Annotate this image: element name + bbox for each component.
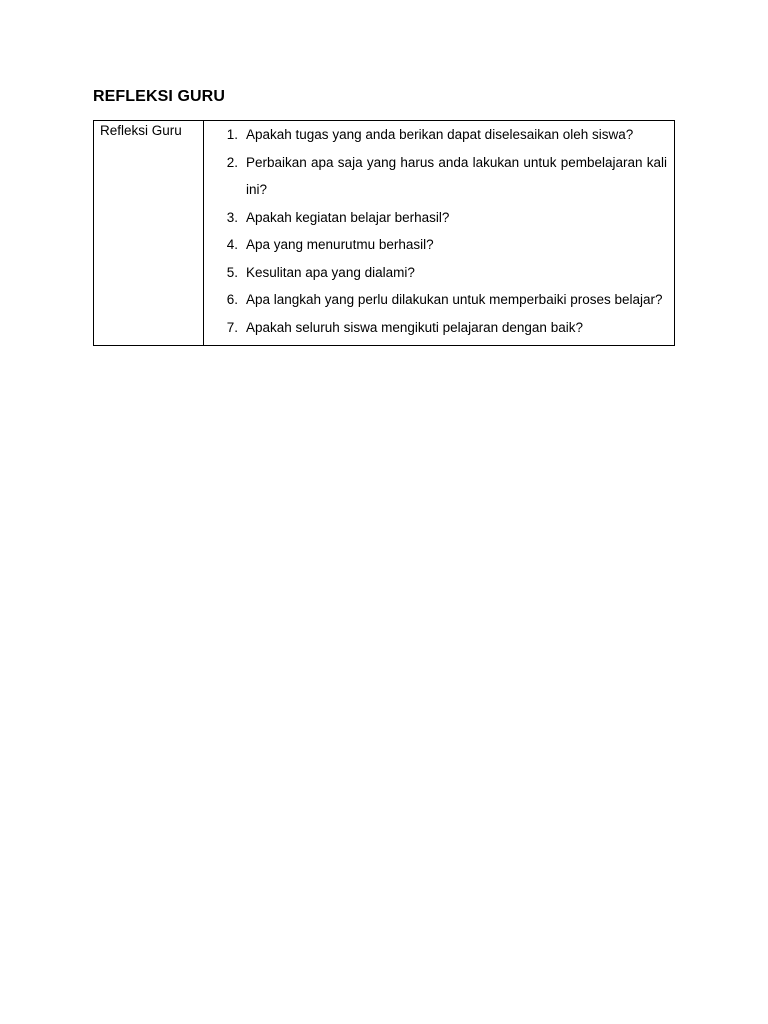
question-number: 5. [226, 264, 238, 280]
question-text: Apakah kegiatan belajar berhasil? [246, 209, 450, 225]
reflection-table [93, 120, 675, 346]
question-text: Apa yang menurutmu berhasil? [246, 237, 434, 252]
list-item [204, 204, 667, 232]
list-item [204, 231, 667, 259]
question-text: Perbaikan apa saja yang harus anda lakukan untuk pembelajaran kali ini? [246, 154, 667, 197]
list-item [204, 286, 667, 314]
question-text: Apakah seluruh siswa mengikuti pelajaran dengan baik? [246, 319, 583, 335]
question-list [204, 121, 667, 341]
list-item [204, 149, 667, 204]
table-questions-cell [204, 121, 675, 346]
list-item [204, 121, 667, 149]
question-text: Apa langkah yang perlu dilakukan untuk memperbaiki proses belajar? [246, 292, 663, 307]
list-item [204, 259, 667, 287]
question-text: Kesulitan apa yang dialami? [246, 264, 415, 280]
question-number: 6. [226, 292, 238, 307]
question-number: 2. [226, 154, 238, 170]
question-number: 3. [226, 209, 238, 225]
list-item [204, 314, 667, 342]
table-label-cell: Refleksi Guru [94, 121, 204, 346]
table-row [94, 121, 675, 346]
question-text: Apakah tugas yang anda berikan dapat diselesaikan oleh siswa? [246, 127, 634, 142]
page-title: REFLEKSI GURU [93, 88, 225, 105]
question-number: 7. [226, 319, 238, 335]
question-number: 4. [226, 237, 238, 252]
question-number: 1. [226, 127, 238, 142]
